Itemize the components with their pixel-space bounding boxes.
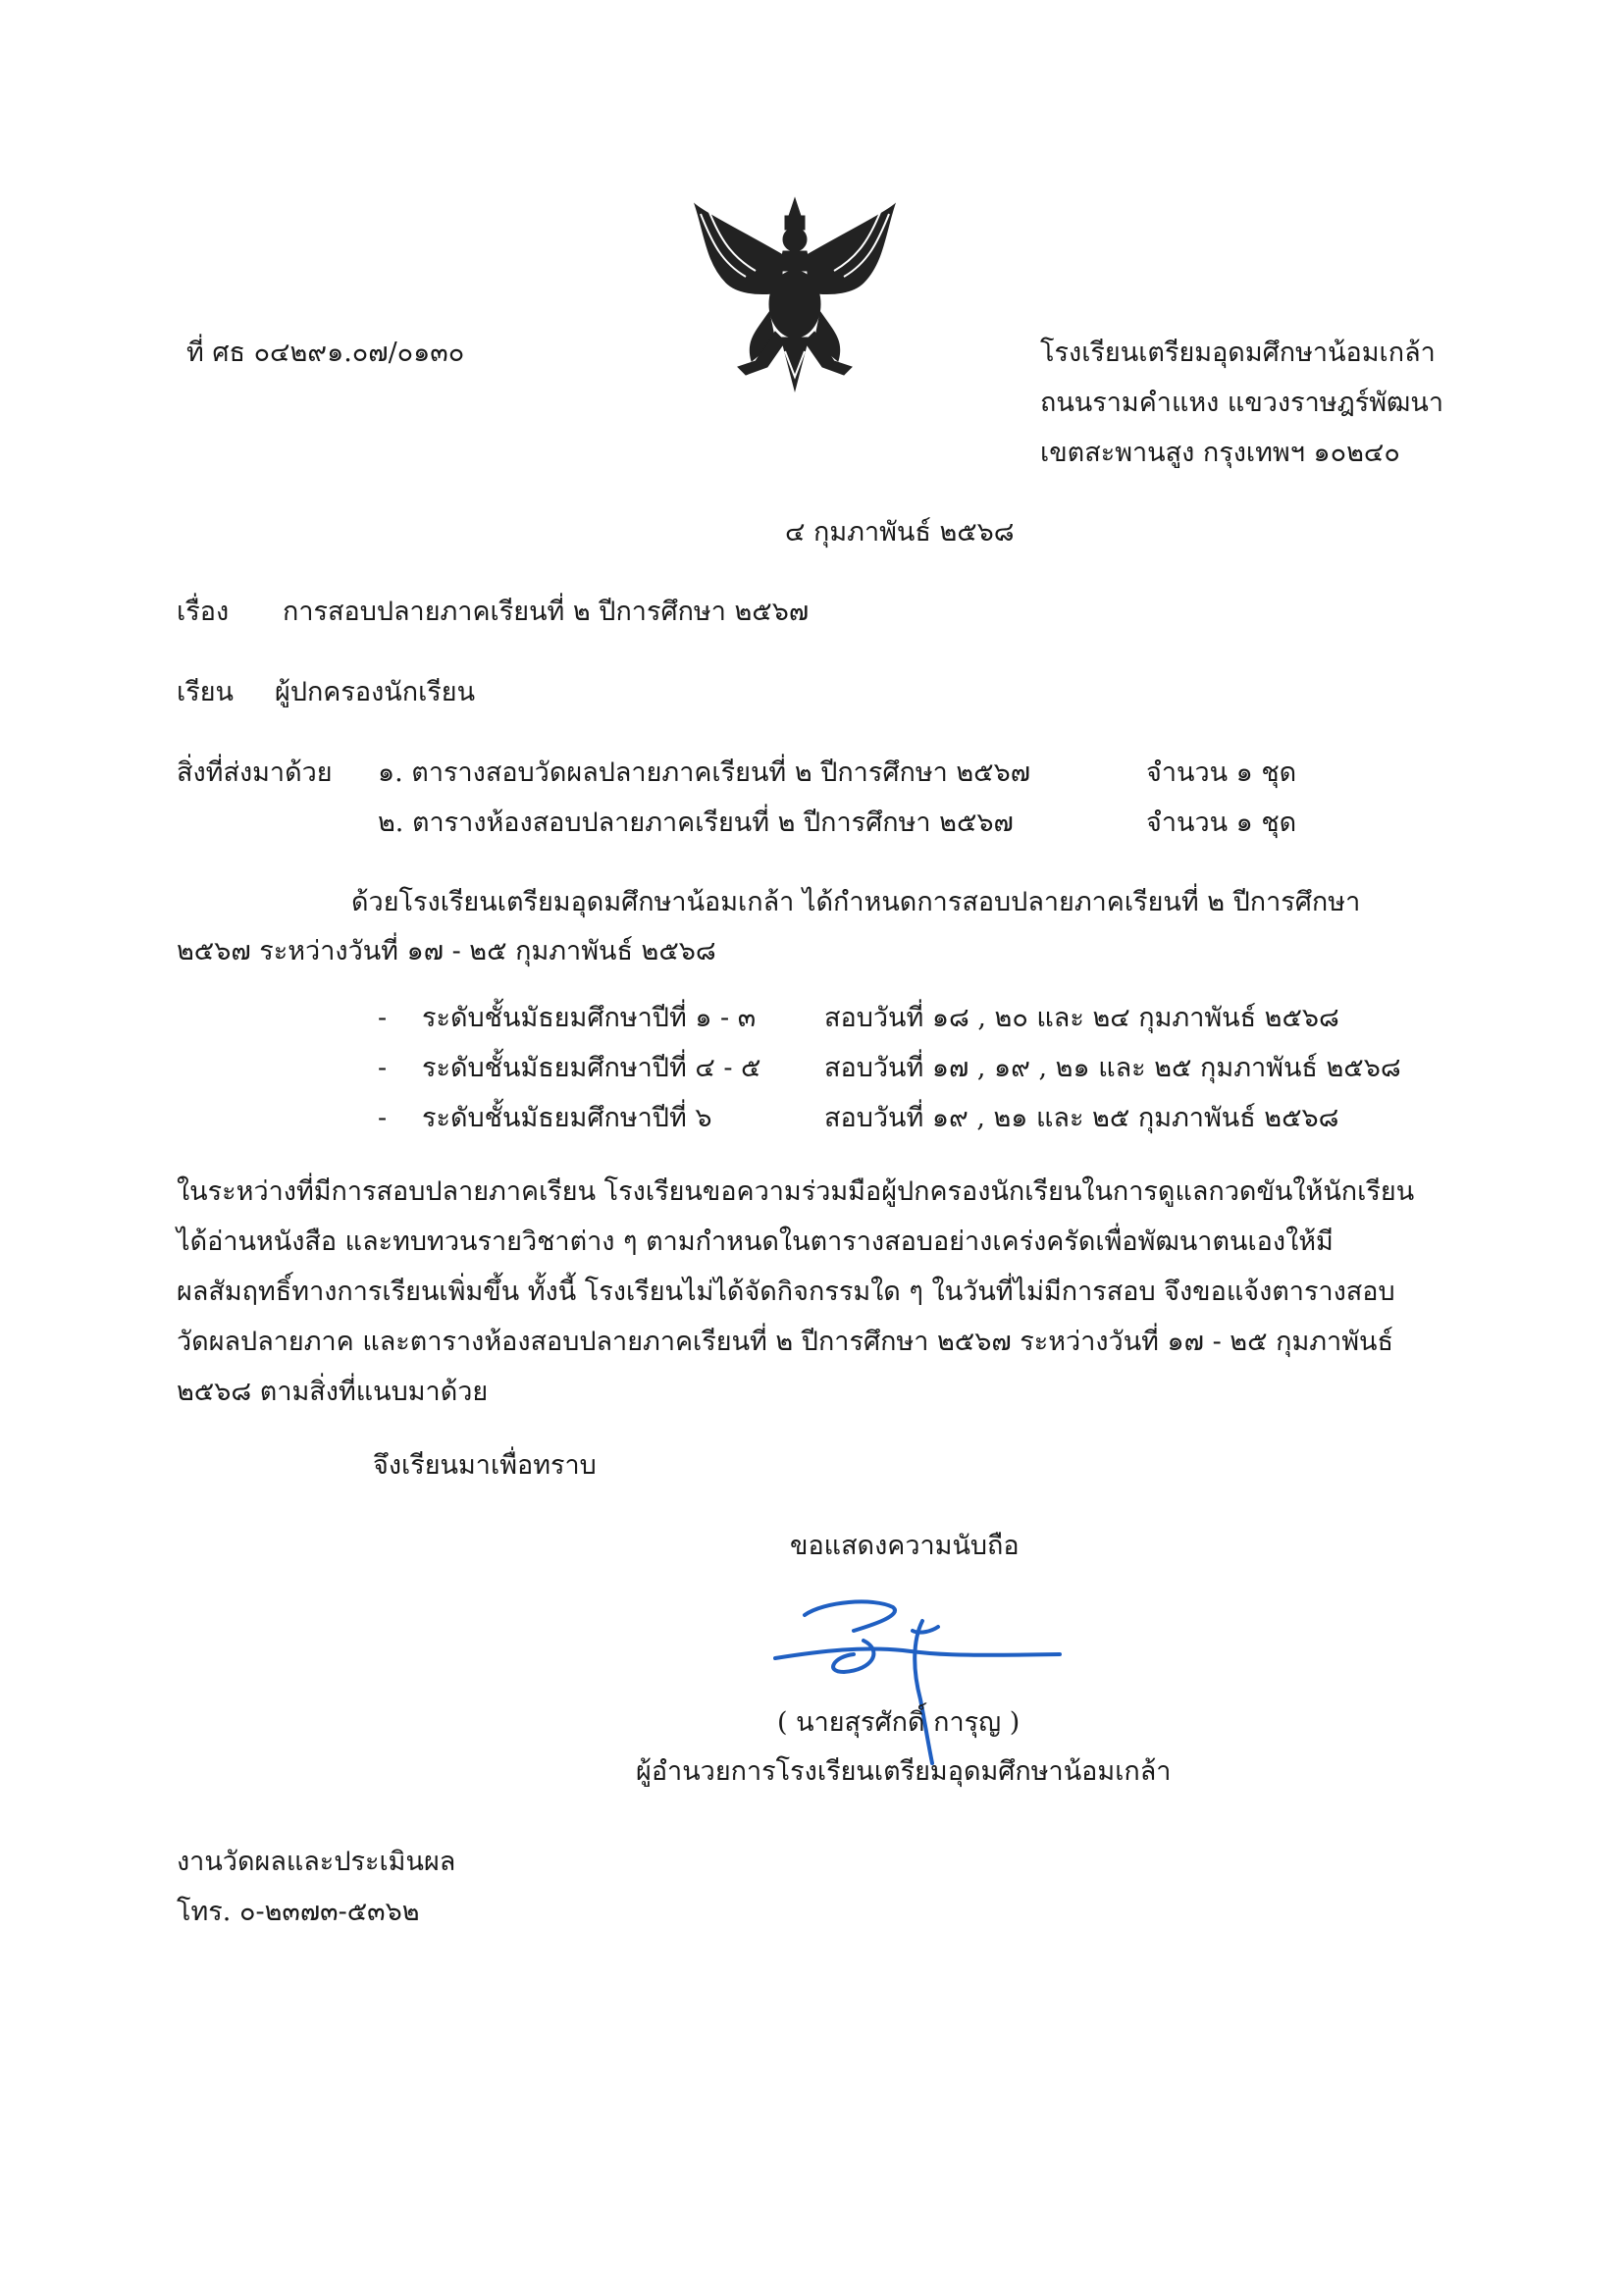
paragraph-2-line-2: ได้อ่านหนังสือ และทบทวนรายวิชาต่าง ๆ ตามกำหนดในตารางสอบอย่างเคร่งครัดเพื่อพัฒนาตนเองให้มี <box>177 1226 1334 1257</box>
schedule-bullet: - <box>378 1103 388 1133</box>
department-name: งานวัดผลและประเมินผล <box>177 1847 456 1877</box>
schedule-level: ระดับชั้นมัธยมศึกษาปีที่ ๖ <box>422 1103 712 1133</box>
schedule-level: ระดับชั้นมัธยมศึกษาปีที่ ๔ - ๕ <box>422 1053 761 1083</box>
paragraph-2-line-1: ในระหว่างที่มีการสอบปลายภาคเรียน โรงเรียนขอความร่วมมือผู้ปกครองนักเรียนในการดูแลกวดขันให้นักเรียน <box>177 1176 1415 1207</box>
subject-text: การสอบปลายภาคเรียนที่ ๒ ปีการศึกษา ๒๕๖๗ <box>283 597 810 627</box>
garuda-emblem-icon <box>687 194 903 395</box>
enclosure-item-2: ๒. ตารางห้องสอบปลายภาคเรียนที่ ๒ ปีการศึกษา ๒๕๖๗ <box>378 808 1014 838</box>
enclosure-qty-2: จำนวน ๑ ชุด <box>1146 808 1297 838</box>
signer-name: ( นายสุรศักดิ์ การุญ ) <box>777 1707 1021 1738</box>
regards-line: ขอแสดงความนับถือ <box>790 1531 1020 1561</box>
paragraph-1-line-2: ๒๕๖๗ ระหว่างวันที่ ๑๗ - ๒๕ กุมภาพันธ์ ๒๕๖๘ <box>177 936 716 966</box>
schedule-bullet: - <box>378 1003 388 1033</box>
addressee-label: เรียน <box>177 677 235 707</box>
subject-label: เรื่อง <box>177 597 230 627</box>
schedule-level: ระดับชั้นมัธยมศึกษาปีที่ ๑ - ๓ <box>422 1003 757 1033</box>
reference-number: ที่ ศธ ๐๔๒๙๑.๐๗/๐๑๓๐ <box>186 338 465 368</box>
schedule-dates: สอบวันที่ ๑๗ , ๑๙ , ๒๑ และ ๒๕ กุมภาพันธ์ ๒๕๖๘ <box>824 1053 1401 1083</box>
sender-address-line-3: เขตสะพานสูง กรุงเทพฯ ๑๐๒๔๐ <box>1040 438 1400 468</box>
sender-address-line-1: โรงเรียนเตรียมอุดมศึกษาน้อมเกล้า <box>1040 338 1436 368</box>
paragraph-2-line-4: วัดผลปลายภาค และตารางห้องสอบปลายภาคเรียนที่ ๒ ปีการศึกษา ๒๕๖๗ ระหว่างวันที่ ๑๗ - ๒๕ กุมภาพันธ์ <box>177 1327 1393 1357</box>
enclosures-label: สิ่งที่ส่งมาด้วย <box>177 757 333 788</box>
handwritten-signature <box>765 1592 1079 1778</box>
schedule-dates: สอบวันที่ ๑๘ , ๒๐ และ ๒๔ กุมภาพันธ์ ๒๕๖๘ <box>824 1003 1339 1033</box>
paragraph-2-line-5: ๒๕๖๘ ตามสิ่งที่แนบมาด้วย <box>177 1377 489 1407</box>
sender-address-line-2: ถนนรามคำแหง แขวงราษฎร์พัฒนา <box>1040 388 1444 418</box>
letter-date: ๔ กุมภาพันธ์ ๒๕๖๘ <box>785 517 1015 548</box>
department-phone: โทร. ๐-๒๓๗๓-๕๓๖๒ <box>177 1897 420 1927</box>
schedule-bullet: - <box>378 1053 388 1083</box>
addressee-text: ผู้ปกครองนักเรียน <box>275 677 476 707</box>
paragraph-1-line-1: ด้วยโรงเรียนเตรียมอุดมศึกษาน้อมเกล้า ได้กำหนดการสอบปลายภาคเรียนที่ ๒ ปีการศึกษา <box>351 887 1361 917</box>
signer-title: ผู้อำนวยการโรงเรียนเตรียมอุดมศึกษาน้อมเกล้า <box>636 1756 1172 1787</box>
enclosure-item-1: ๑. ตารางสอบวัดผลปลายภาคเรียนที่ ๒ ปีการศึกษา ๒๕๖๗ <box>378 757 1031 788</box>
paragraph-2-line-3: ผลสัมฤทธิ์ทางการเรียนเพิ่มขึ้น ทั้งนี้ โรงเรียนไม่ได้จัดกิจกรรมใด ๆ ในวันที่ไม่มีการสอบ จึงขอแจ้งตารางสอบ <box>177 1277 1395 1307</box>
closing-line: จึงเรียนมาเพื่อทราบ <box>373 1450 597 1481</box>
enclosure-qty-1: จำนวน ๑ ชุด <box>1146 757 1297 788</box>
schedule-dates: สอบวันที่ ๑๙ , ๒๑ และ ๒๕ กุมภาพันธ์ ๒๕๖๘ <box>824 1103 1339 1133</box>
